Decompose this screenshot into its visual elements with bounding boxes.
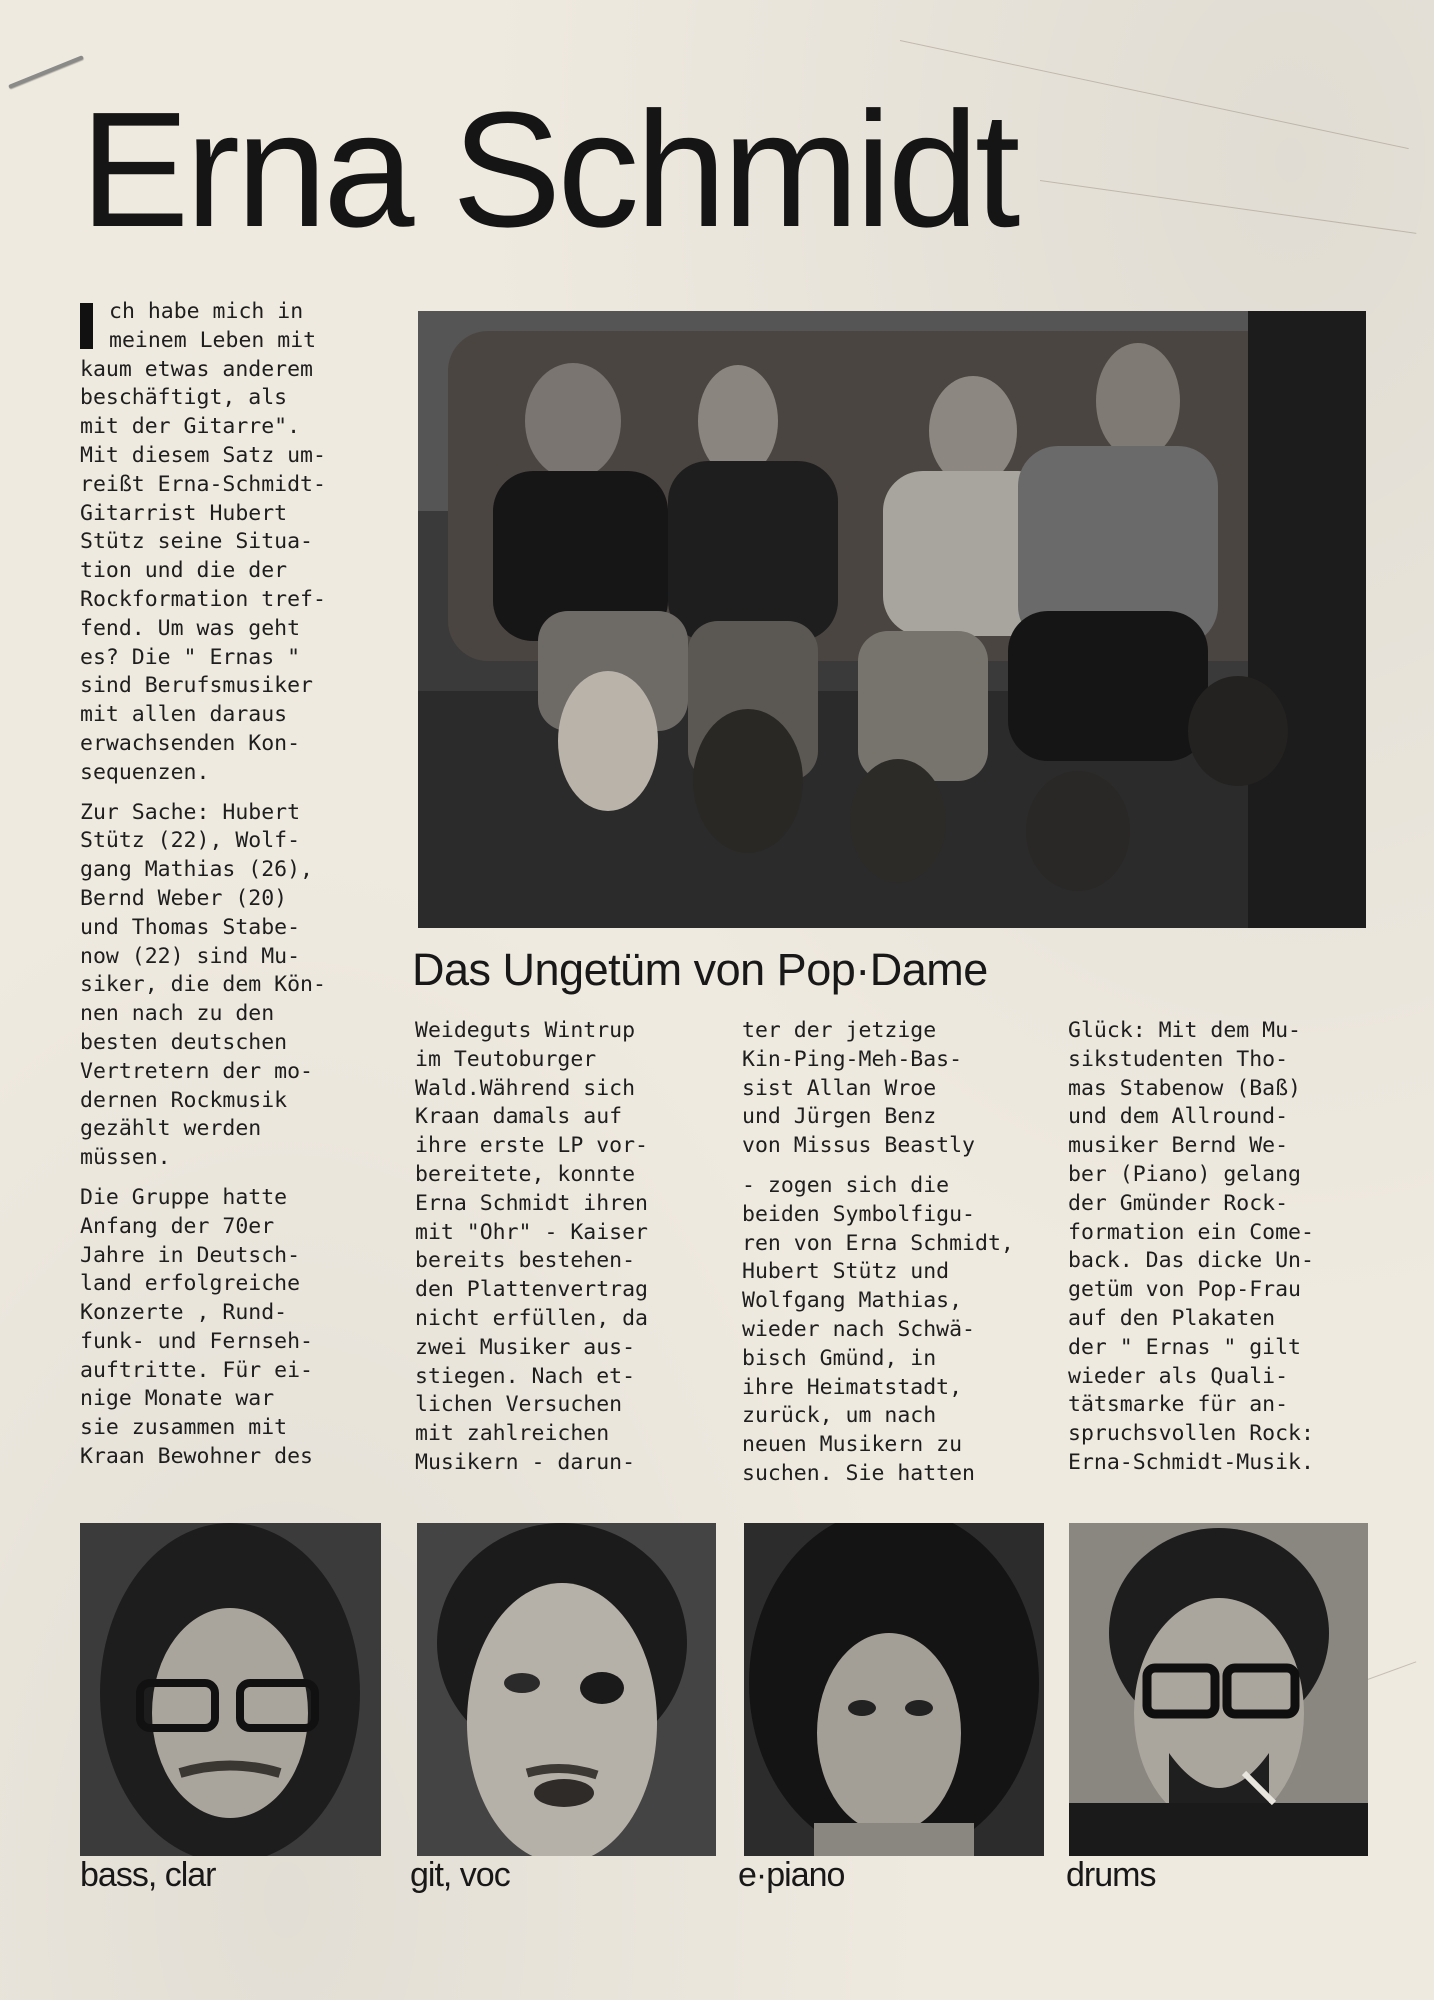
portrait-image bbox=[80, 1523, 381, 1856]
article-column-1 bbox=[80, 298, 380, 1483]
portrait-caption-piano: e·piano bbox=[738, 1856, 845, 1894]
article-column-2 bbox=[415, 1017, 715, 1489]
portrait-caption-bass: bass, clar bbox=[80, 1856, 216, 1894]
paragraph: ch habe mich in meinem Leben mit kaum etwas anderem beschäftigt, als mit der Gitarre". Mit diesem Satz um- reißt Erna-Schmidt- Gitarrist Hubert Stütz seine Situa- tion und die der Rockformation tref- fend. Um was geht es? Die " Ernas " sind Berufsmusiker mit allen daraus erwachsenden Kon- sequenzen. bbox=[80, 299, 326, 785]
page-title: Erna Schmidt bbox=[80, 78, 1017, 261]
portrait-bass-clar bbox=[80, 1523, 381, 1856]
drop-cap-initial bbox=[80, 303, 93, 349]
article-subheadline: Das Ungetüm von Pop·Dame bbox=[412, 944, 988, 995]
paragraph: - zogen sich die beiden Symbolfigu- ren von Erna Schmidt, Hubert Stütz und Wolfgang Mathias, wieder nach Schwä- bisch Gmünd, in ihre Heimatstadt, zurück, um nach neuen Musikern zu suchen. Sie hatten bbox=[742, 1172, 1014, 1486]
portrait-image bbox=[744, 1523, 1044, 1856]
portrait-drums bbox=[1069, 1523, 1368, 1856]
portrait-e-piano bbox=[744, 1523, 1044, 1856]
paragraph: Glück: Mit dem Mu- sikstudenten Tho- mas Stabenow (Baß) und dem Allround- musiker Bernd We- ber (Piano) gelang der Gmünder Rock- formation ein Come- back. Das dicke Un- getüm von Pop-Frau auf den Plakaten der " Ernas " gilt wieder als Quali- tätsmarke für an- spruchsvollen Rock: Erna-Schmidt-Musik. bbox=[1068, 1018, 1314, 1475]
portrait-image bbox=[1069, 1523, 1368, 1856]
group-photo-image bbox=[418, 311, 1366, 928]
portrait-caption-git: git, voc bbox=[410, 1856, 510, 1894]
paragraph: Weideguts Wintrup im Teutoburger Wald.Während sich Kraan damals auf ihre erste LP vor- bereitete, konnte Erna Schmidt ihren mit "Ohr" - Kaiser bereits bestehen- den Plattenvertrag nicht erfüllen, da zwei Musiker aus- stiegen. Nach et- lichen Versuchen mit zahlreichen Musikern - darun- bbox=[415, 1018, 648, 1475]
portrait-image bbox=[417, 1523, 716, 1856]
article-column-4 bbox=[1068, 1017, 1388, 1489]
paragraph: Zur Sache: Hubert Stütz (22), Wolf- gang Mathias (26), Bernd Weber (20) und Thomas Stabe- now (22) sind Mu- siker, die dem Kön- nen nach zu den besten deutschen Vertretern der mo- dernen Rockmusik gezählt werden müssen. bbox=[80, 799, 326, 1171]
paragraph: ter der jetzige Kin-Ping-Meh-Bas- sist Allan Wroe und Jürgen Benz von Missus Beastly bbox=[742, 1018, 975, 1159]
portrait-caption-drums: drums bbox=[1066, 1856, 1156, 1894]
band-group-photo bbox=[418, 311, 1366, 928]
paragraph: Die Gruppe hatte Anfang der 70er Jahre in Deutsch- land erfolgreiche Konzerte , Rund- funk- und Fernseh- auftritte. Für ei- nige Monate war sie zusammen mit Kraan Bewohner des bbox=[80, 1184, 313, 1470]
portrait-git-voc bbox=[417, 1523, 716, 1856]
article-column-3 bbox=[742, 1017, 1062, 1500]
